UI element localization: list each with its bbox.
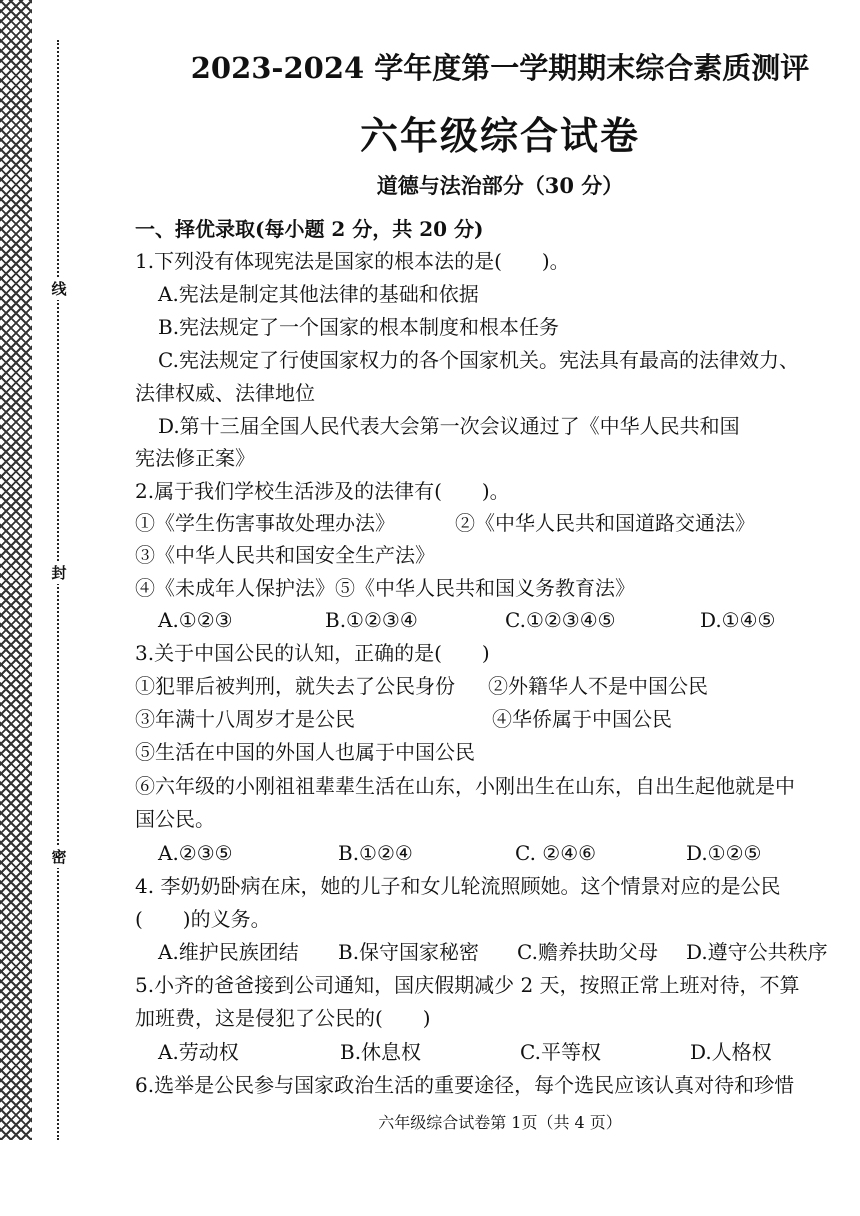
q1-option-b: B.宪法规定了一个国家的根本制度和根本任务: [158, 315, 560, 339]
q3-option-a: A.②③⑤: [158, 841, 233, 865]
q1-option-d-cont: 宪法修正案》: [135, 446, 255, 470]
binding-char-secret: 密: [51, 848, 67, 866]
q4-option-a: A.维护民族团结: [158, 940, 299, 964]
q2-option-d: D.①④⑤: [700, 608, 776, 632]
q3-option-b: B.①②④: [338, 841, 413, 865]
q2-item-2: ②《中华人民共和国道路交通法》: [455, 511, 755, 535]
q5-stem-cont: 加班费，这是侵犯了公民的( ): [135, 1006, 431, 1030]
q3-stem: 3.关于中国公民的认知，正确的是( ): [135, 641, 490, 665]
q4-option-d: D.遵守公共秩序: [686, 940, 828, 964]
q3-statement-5: ⑤生活在中国的外国人也属于中国公民: [135, 740, 475, 764]
q2-option-c: C.①②③④⑤: [505, 608, 616, 632]
q3-statement-1: ①犯罪后被判刑，就失去了公民身份: [135, 674, 455, 698]
q1-option-c: C.宪法规定了行使国家权力的各个国家机关。宪法具有最高的法律效力、: [158, 348, 799, 372]
q2-option-a: A.①②③: [158, 608, 233, 632]
q5-option-d: D.人格权: [690, 1040, 772, 1064]
q2-item-4-5: ④《未成年人保护法》⑤《中华人民共和国义务教育法》: [135, 576, 635, 600]
q1-option-c-cont: 法律权威、法律地位: [135, 381, 315, 405]
q4-stem: 4. 李奶奶卧病在床，她的儿子和女儿轮流照顾她。这个情景对应的是公民: [135, 874, 781, 898]
section-title: 道德与法治部分（30 分）: [376, 173, 624, 198]
binding-char-line: 线: [51, 280, 67, 298]
q4-option-c: C.赡养扶助父母: [517, 940, 658, 964]
q5-option-b: B.休息权: [340, 1040, 422, 1064]
q1-option-d: D.第十三届全国人民代表大会第一次会议通过了《中华人民共和国: [158, 414, 740, 438]
binding-dotted-line: [57, 40, 59, 1140]
page-footer: 六年级综合试卷第 1页（共 4 页）: [378, 1113, 622, 1132]
q5-option-a: A.劳动权: [158, 1040, 239, 1064]
q2-option-b: B.①②③④: [325, 608, 418, 632]
binding-char-seal: 封: [51, 564, 67, 582]
part-heading: 一、择优录取(每小题 2 分，共 20 分): [135, 217, 484, 241]
q3-statement-4: ④华侨属于中国公民: [492, 707, 672, 731]
q1-option-a: A.宪法是制定其他法律的基础和依据: [158, 282, 479, 306]
exam-title: 2023-2024 学年度第一学期期末综合素质测评: [190, 51, 810, 85]
q2-item-1: ①《学生伤害事故处理办法》: [135, 511, 395, 535]
q3-statement-3: ③年满十八周岁才是公民: [135, 707, 355, 731]
q3-statement-2: ②外籍华人不是中国公民: [488, 674, 708, 698]
paper-title: 六年级综合试卷: [359, 113, 640, 158]
q5-stem: 5.小齐的爸爸接到公司通知，国庆假期减少 2 天，按照正常上班对待，不算: [135, 973, 800, 997]
q3-option-c: C. ②④⑥: [515, 841, 597, 865]
q6-stem: 6.选举是公民参与国家政治生活的重要途径，每个选民应该认真对待和珍惜: [135, 1073, 795, 1097]
q2-stem: 2.属于我们学校生活涉及的法律有( )。: [135, 479, 510, 503]
q1-stem: 1.下列没有体现宪法是国家的根本法的是( )。: [135, 249, 570, 273]
q3-statement-6: ⑥六年级的小刚祖祖辈辈生活在山东，小刚出生在山东，自出生起他就是中: [135, 774, 795, 798]
q4-option-b: B.保守国家秘密: [338, 940, 480, 964]
q3-option-d: D.①②⑤: [686, 841, 762, 865]
q5-option-c: C.平等权: [520, 1040, 601, 1064]
q4-stem-cont: ( )的义务。: [135, 907, 271, 931]
q2-item-3: ③《中华人民共和国安全生产法》: [135, 543, 435, 567]
q3-statement-6-cont: 国公民。: [135, 807, 215, 831]
